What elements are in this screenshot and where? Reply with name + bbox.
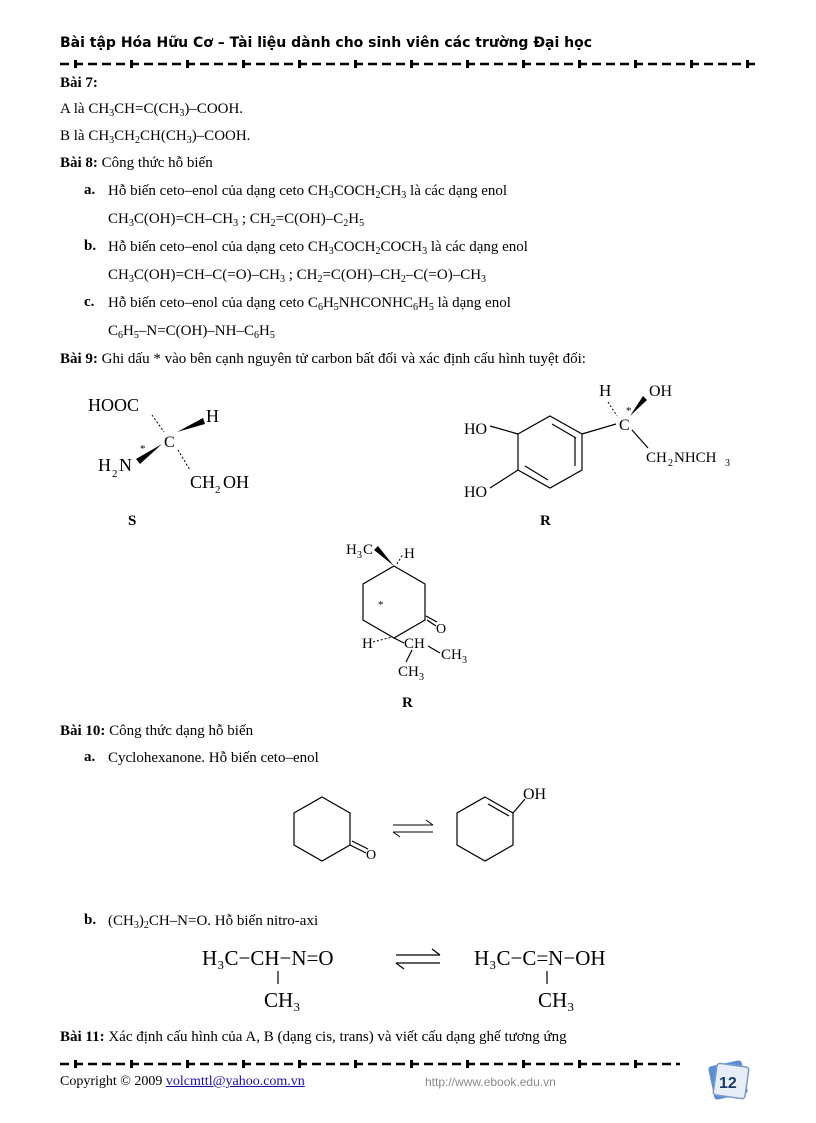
bai7-line-a: A là $CH_3CH=C(CH_3)$–COOH. xyxy=(60,101,244,119)
svg-text:HO: HO xyxy=(464,421,488,438)
bai7-line-b: B là $CH_3CH_2CH(CH_3)$–COOH. xyxy=(60,128,251,146)
svg-text:H: H xyxy=(599,381,612,400)
bai10-b-text: $(CH_3)_2CH-N=O$. Hỗ biến nitro-axi xyxy=(108,913,319,931)
bai10-b-label: b. xyxy=(84,912,97,928)
svg-text:HOOC: HOOC xyxy=(88,395,140,415)
svg-text:2: 2 xyxy=(112,468,118,480)
svg-text:*: * xyxy=(378,599,384,611)
bai8-heading: Bài 8: Công thức hỗ biến xyxy=(60,155,213,171)
footer-divider xyxy=(60,1058,680,1070)
svg-text:3: 3 xyxy=(357,550,362,561)
page-number-badge xyxy=(705,1055,755,1105)
footer-email-link[interactable]: volcmttl@yahoo.com.vn xyxy=(165,1074,305,1089)
svg-text:*: * xyxy=(626,405,632,417)
svg-text:CH₃: CH₃ xyxy=(264,988,301,1012)
bai8-a-label: a. xyxy=(84,182,96,198)
svg-text:H: H xyxy=(362,636,373,652)
svg-text:C: C xyxy=(363,542,374,558)
svg-text:H: H xyxy=(206,406,219,426)
bai11-heading: Bài 11: Xác định cấu hình của A, B (dạng cis, trans) và viết cấu dạng ghế tương ứng xyxy=(60,1029,567,1045)
svg-text:CH₃: CH₃ xyxy=(538,988,575,1012)
svg-text:3: 3 xyxy=(419,672,424,683)
svg-text:CH: CH xyxy=(404,636,425,652)
bai9-heading: Bài 9: Ghi dấu * vào bên cạnh nguyên tử carbon bất đối và xác định cấu hình tuyệt đối: xyxy=(60,351,586,367)
bai8-c-label: c. xyxy=(84,294,95,310)
svg-text:OH: OH xyxy=(523,786,547,803)
bai8-c-enol: $C_6H_5-N=C(OH)-NH-C_6H_5$ xyxy=(108,323,275,341)
bai8-a-enol: $CH_3C(OH)=CH-CH_3$ ; $CH_2=C(OH)-C_2H_5$ xyxy=(108,211,365,229)
bai10-a-text: Cyclohexanone. Hỗ biến ceto–enol xyxy=(108,750,319,766)
svg-text:O: O xyxy=(366,848,377,863)
bai7-title: Bài 7: xyxy=(60,75,98,91)
menthone-config: R xyxy=(402,695,413,711)
bai10-heading: Bài 10: Công thức dạng hỗ biến xyxy=(60,723,254,739)
svg-text:HO: HO xyxy=(464,484,488,501)
bai8-b-enol: $CH_3C(OH)=CH-C(=O)-CH_3$ ; $CH_2=C(OH)-CH_2-C(=O)-CH_3$ xyxy=(108,267,487,285)
svg-text:2: 2 xyxy=(668,458,673,469)
serine-config: S xyxy=(128,513,137,529)
nitro-aci-tautomer-scheme xyxy=(198,938,658,1018)
svg-text:H: H xyxy=(98,455,111,475)
svg-text:3: 3 xyxy=(462,655,467,666)
bai10-a-label: a. xyxy=(84,749,96,765)
bai8-a-text: Hỗ biến ceto–enol của dạng ceto $CH_3COCH_2CH_3$ là các dạng enol xyxy=(108,183,508,201)
bai8-b-label: b. xyxy=(84,238,97,254)
svg-text:3: 3 xyxy=(725,458,730,469)
page-header: Bài tập Hóa Hữu Cơ – Tài liệu dành cho sinh viên các trường Đại học xyxy=(60,35,593,51)
menthone-structure xyxy=(340,536,490,686)
bai8-b-text: Hỗ biến ceto–enol của dạng ceto $CH_3COCH_2COCH_3$ là các dạng enol xyxy=(108,239,528,257)
catechol-structure xyxy=(460,378,750,508)
svg-text:H: H xyxy=(346,542,357,558)
svg-text:CH: CH xyxy=(398,664,419,680)
svg-text:O: O xyxy=(436,622,447,637)
catechol-config: R xyxy=(540,513,551,529)
svg-text:CH: CH xyxy=(190,472,216,492)
footer-url[interactable]: http://www.ebook.edu.vn xyxy=(425,1075,556,1089)
svg-text:12: 12 xyxy=(719,1075,737,1092)
cyclohexanone-tautomer-scheme xyxy=(285,780,565,870)
svg-text:2: 2 xyxy=(215,484,221,496)
svg-text:H₃C−CH−N=O: H₃C−CH−N=O xyxy=(202,946,334,970)
svg-text:H₃C−C=N−OH: H₃C−C=N−OH xyxy=(474,946,606,970)
bai8-c-text: Hỗ biến ceto–enol của dạng ceto $C_6H_5NHCONHC_6H_5$ là dạng enol xyxy=(108,295,511,313)
svg-text:*: * xyxy=(140,443,146,455)
header-divider xyxy=(60,58,760,70)
svg-text:NHCH: NHCH xyxy=(674,450,717,466)
svg-text:C: C xyxy=(619,417,630,434)
svg-text:CH: CH xyxy=(646,450,667,466)
svg-text:OH: OH xyxy=(649,383,673,400)
svg-text:CH: CH xyxy=(441,647,462,663)
serine-structure xyxy=(80,390,280,510)
footer-copyright: Copyright © 2009 volcmttl@yahoo.com.vn xyxy=(60,1074,305,1089)
svg-text:OH: OH xyxy=(223,472,249,492)
svg-text:H: H xyxy=(404,546,415,562)
svg-text:C: C xyxy=(164,434,175,451)
svg-text:N: N xyxy=(119,455,132,475)
